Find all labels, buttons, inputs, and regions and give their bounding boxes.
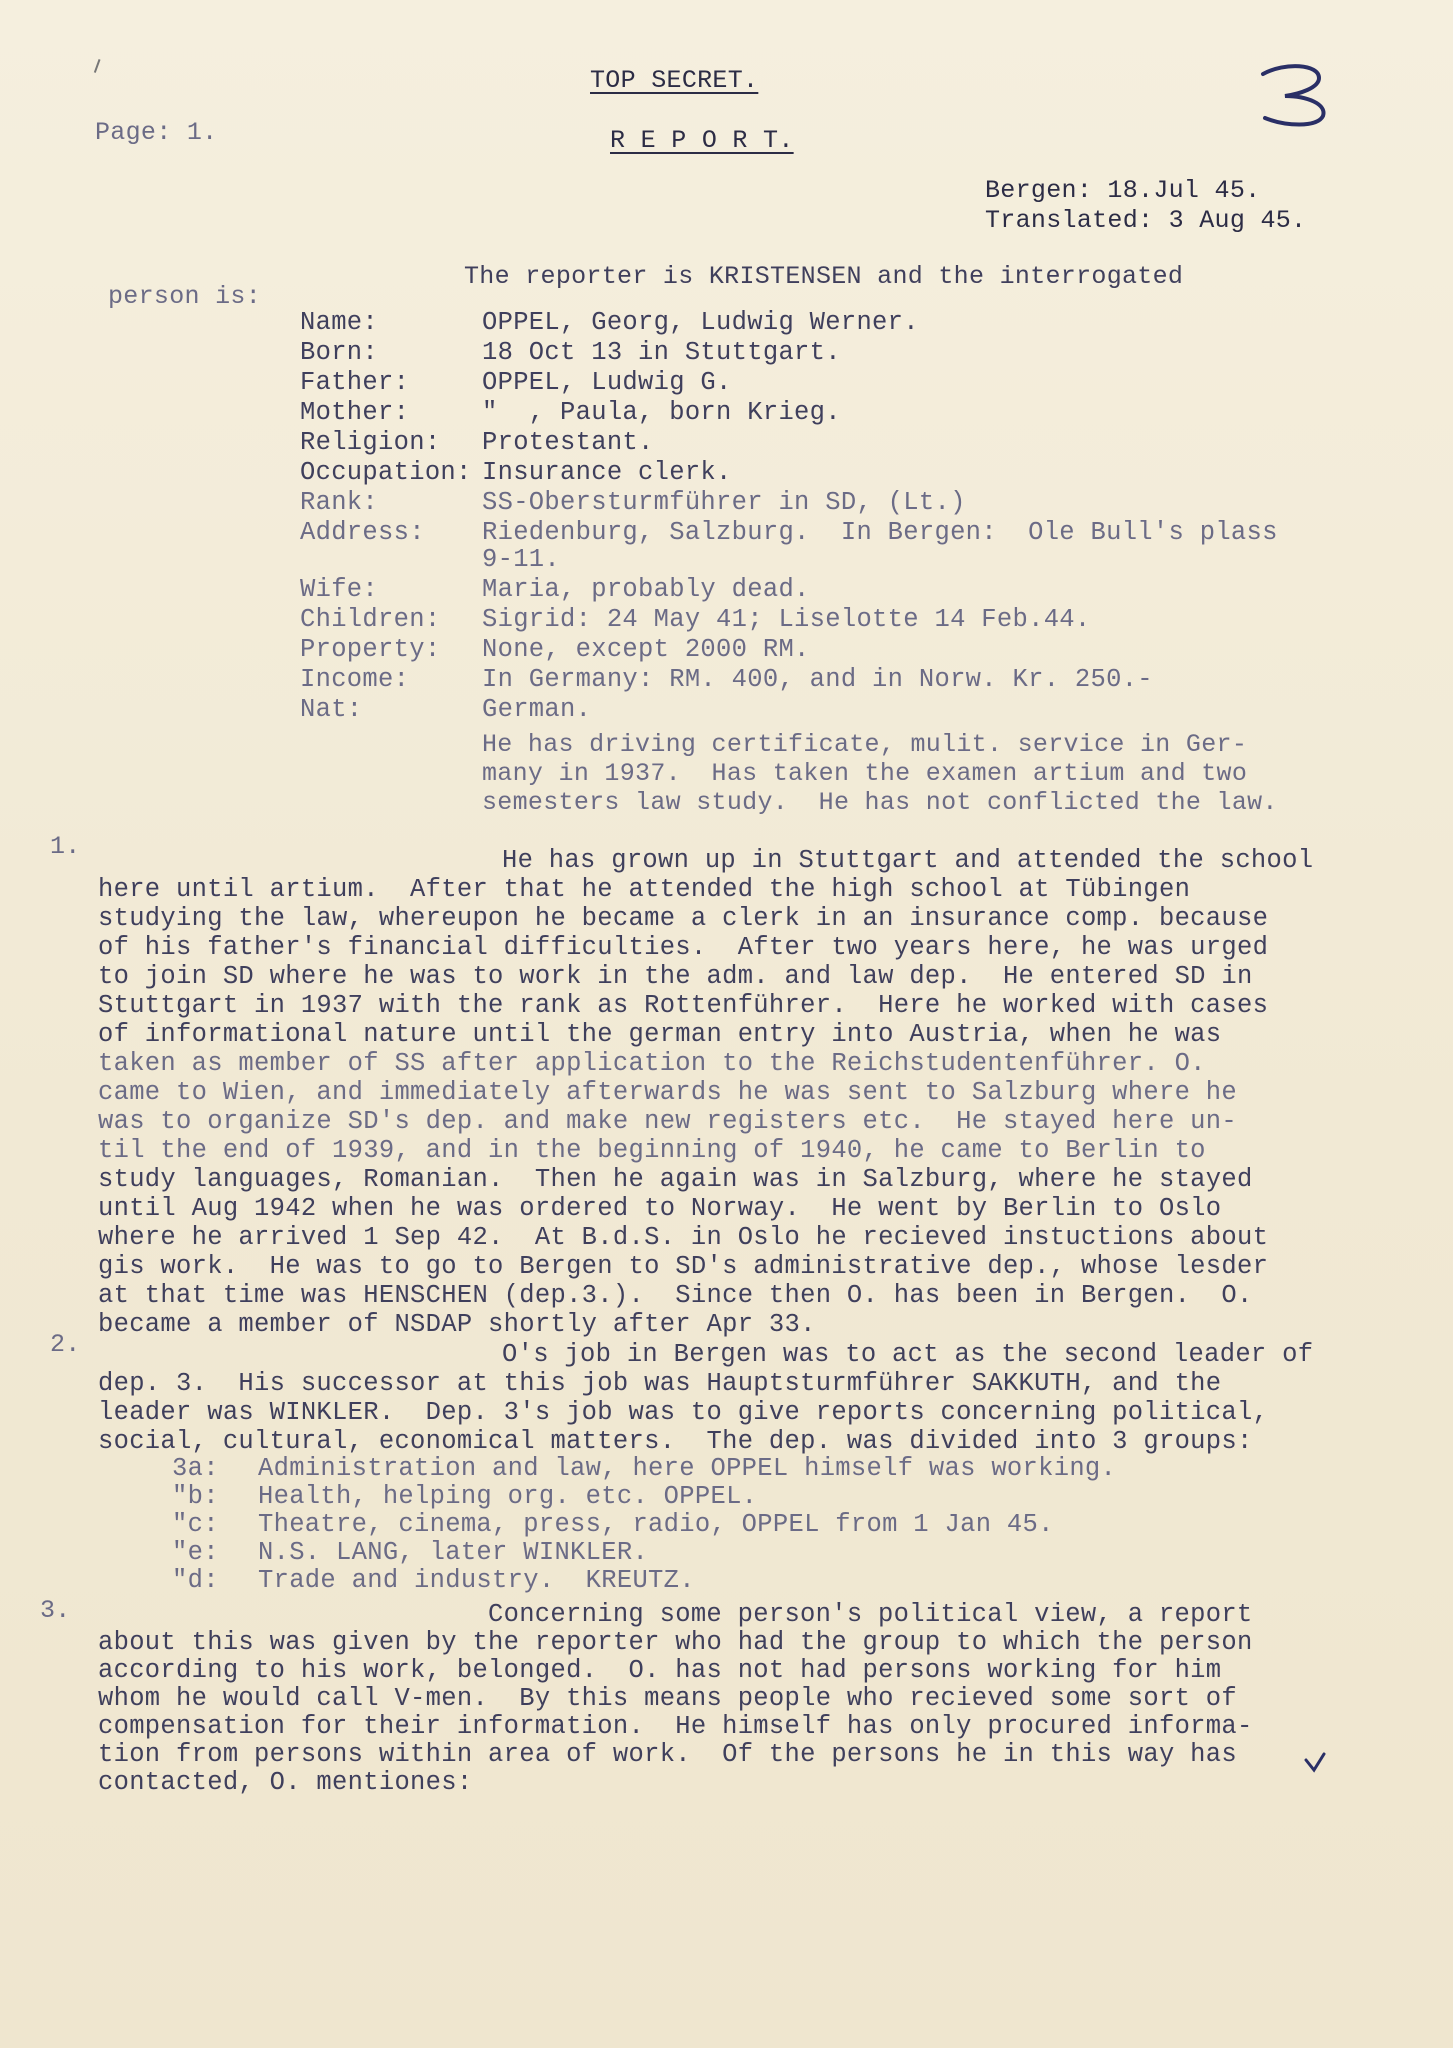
date-line: Bergen: 18.Jul 45. (985, 176, 1261, 205)
field-label: Occupation: (300, 458, 472, 487)
personal-note-line: semesters law study. He has not conflicted the law. (482, 788, 1278, 817)
paragraph-line: was to organize SD's dep. and make new registers etc. He stayed here un- (98, 1107, 1237, 1136)
field-value: Maria, probably dead. (482, 575, 810, 604)
field-value: Insurance clerk. (482, 458, 732, 487)
field-value: Protestant. (482, 428, 654, 457)
group-key: 3a: (172, 1454, 219, 1483)
paragraph-line: at that time was HENSCHEN (dep.3.). Since then O. has been in Bergen. O. (98, 1281, 1253, 1310)
field-label: Property: (300, 635, 441, 664)
field-label: Religion: (300, 428, 441, 457)
field-value: OPPEL, Ludwig G. (482, 368, 732, 397)
paragraph-line: became a member of NSDAP shortly after Apr 33. (98, 1310, 816, 1339)
page-label: Page: 1. (95, 118, 218, 147)
field-value: 18 Oct 13 in Stuttgart. (482, 338, 841, 367)
paragraph-line: Concerning some person's political view, a report (488, 1600, 1253, 1629)
intro-line-1: The reporter is KRISTENSEN and the interrogated (464, 262, 1184, 291)
field-value: SS-Obersturmführer in SD, (Lt.) (482, 488, 966, 517)
field-value: OPPEL, Georg, Ludwig Werner. (482, 308, 919, 337)
paragraph-line: about this was given by the reporter who had the group to which the person (98, 1628, 1253, 1657)
field-value: In Germany: RM. 400, and in Norw. Kr. 250.- (482, 665, 1153, 694)
field-value: Sigrid: 24 May 41; Liselotte 14 Feb.44. (482, 605, 1091, 634)
paragraph-line: compensation for their information. He himself has only procured informa- (98, 1712, 1253, 1741)
group-text: Administration and law, here OPPEL himself was working. (258, 1454, 1117, 1483)
group-key: "d: (172, 1566, 219, 1595)
translated-line: Translated: 3 Aug 45. (985, 206, 1307, 235)
paragraph-line: to join SD where he was to work in the adm. and law dep. He entered SD in (98, 962, 1253, 991)
paragraph-line: studying the law, whereupon he became a clerk in an insurance comp. because (98, 904, 1269, 933)
section-number: 2. (50, 1330, 81, 1359)
paragraph-line: study languages, Romanian. Then he again was in Salzburg, where he stayed (98, 1165, 1253, 1194)
handwritten-check-mark (1300, 1750, 1330, 1780)
paragraph-line: til the end of 1939, and in the beginning of 1940, he came to Berlin to (98, 1136, 1206, 1165)
paragraph-line: gis work. He was to go to Bergen to SD's administrative dep., whose lesder (98, 1252, 1269, 1281)
intro-line-2: person is: (108, 282, 262, 311)
paragraph-line: leader was WINKLER. Dep. 3's job was to give reports concerning political, (98, 1398, 1269, 1427)
field-label: Mother: (300, 398, 410, 427)
paragraph-line: here until artium. After that he attended the high school at Tübingen (98, 875, 1191, 904)
field-label: Father: (300, 368, 410, 397)
group-key: "c: (172, 1510, 219, 1539)
margin-tick-mark (94, 59, 106, 75)
paragraph-line: contacted, O. mentiones: (98, 1768, 473, 1797)
group-text: Trade and industry. KREUTZ. (258, 1566, 695, 1595)
paragraph-line: of his father's financial difficulties. After two years here, he was urged (98, 933, 1269, 962)
field-value: " , Paula, born Krieg. (482, 398, 841, 427)
paragraph-line: dep. 3. His successor at this job was Hauptsturmführer SAKKUTH, and the (98, 1369, 1222, 1398)
paragraph-line: Stuttgart in 1937 with the rank as Rottenführer. Here he worked with cases (98, 991, 1269, 1020)
field-label: Rank: (300, 488, 379, 517)
paragraph-line: taken as member of SS after application to the Reichstudentenführer. O. (98, 1049, 1206, 1078)
group-key: "e: (172, 1538, 219, 1567)
section-number: 1. (50, 832, 81, 861)
field-value: 9-11. (482, 545, 561, 574)
handwritten-page-number (1245, 60, 1375, 130)
field-label: Income: (300, 665, 410, 694)
paragraph-line: until Aug 1942 when he was ordered to Norway. He went by Berlin to Oslo (98, 1194, 1222, 1223)
paragraph-line: O's job in Bergen was to act as the second leader of (502, 1340, 1314, 1369)
personal-note-line: many in 1937. Has taken the examen artium and two (482, 759, 1248, 788)
classification-heading: TOP SECRET. (590, 66, 759, 95)
field-value: None, except 2000 RM. (482, 635, 810, 664)
group-key: "b: (172, 1482, 219, 1511)
personal-note-line: He has driving certificate, mulit. service in Ger- (482, 730, 1248, 759)
group-text: Health, helping org. etc. OPPEL. (258, 1482, 758, 1511)
field-value: German. (482, 695, 592, 724)
paragraph-line: tion from persons within area of work. Of the persons he in this way has (98, 1740, 1237, 1769)
report-title: R E P O R T. (610, 126, 794, 155)
field-label: Children: (300, 605, 441, 634)
paragraph-line: came to Wien, and immediately afterwards he was sent to Salzburg where he (98, 1078, 1237, 1107)
paragraph-line: of informational nature until the german entry into Austria, when he was (98, 1020, 1222, 1049)
field-value: Riedenburg, Salzburg. In Bergen: Ole Bull's plass (482, 518, 1278, 547)
group-text: Theatre, cinema, press, radio, OPPEL from 1 Jan 45. (258, 1510, 1054, 1539)
field-label: Wife: (300, 575, 379, 604)
paragraph-line: social, cultural, economical matters. The dep. was divided into 3 groups: (98, 1427, 1253, 1456)
paragraph-line: according to his work, belonged. O. has not had persons working for him (98, 1656, 1222, 1685)
group-text: N.S. LANG, later WINKLER. (258, 1538, 649, 1567)
paragraph-line: He has grown up in Stuttgart and attended the school (502, 846, 1314, 875)
paragraph-line: where he arrived 1 Sep 42. At B.d.S. in Oslo he recieved instuctions about (98, 1223, 1269, 1252)
field-label: Address: (300, 518, 425, 547)
field-label: Born: (300, 338, 379, 367)
field-label: Nat: (300, 695, 363, 724)
section-number: 3. (40, 1596, 71, 1625)
paragraph-line: whom he would call V-men. By this means people who recieved some sort of (98, 1684, 1237, 1713)
field-label: Name: (300, 308, 379, 337)
